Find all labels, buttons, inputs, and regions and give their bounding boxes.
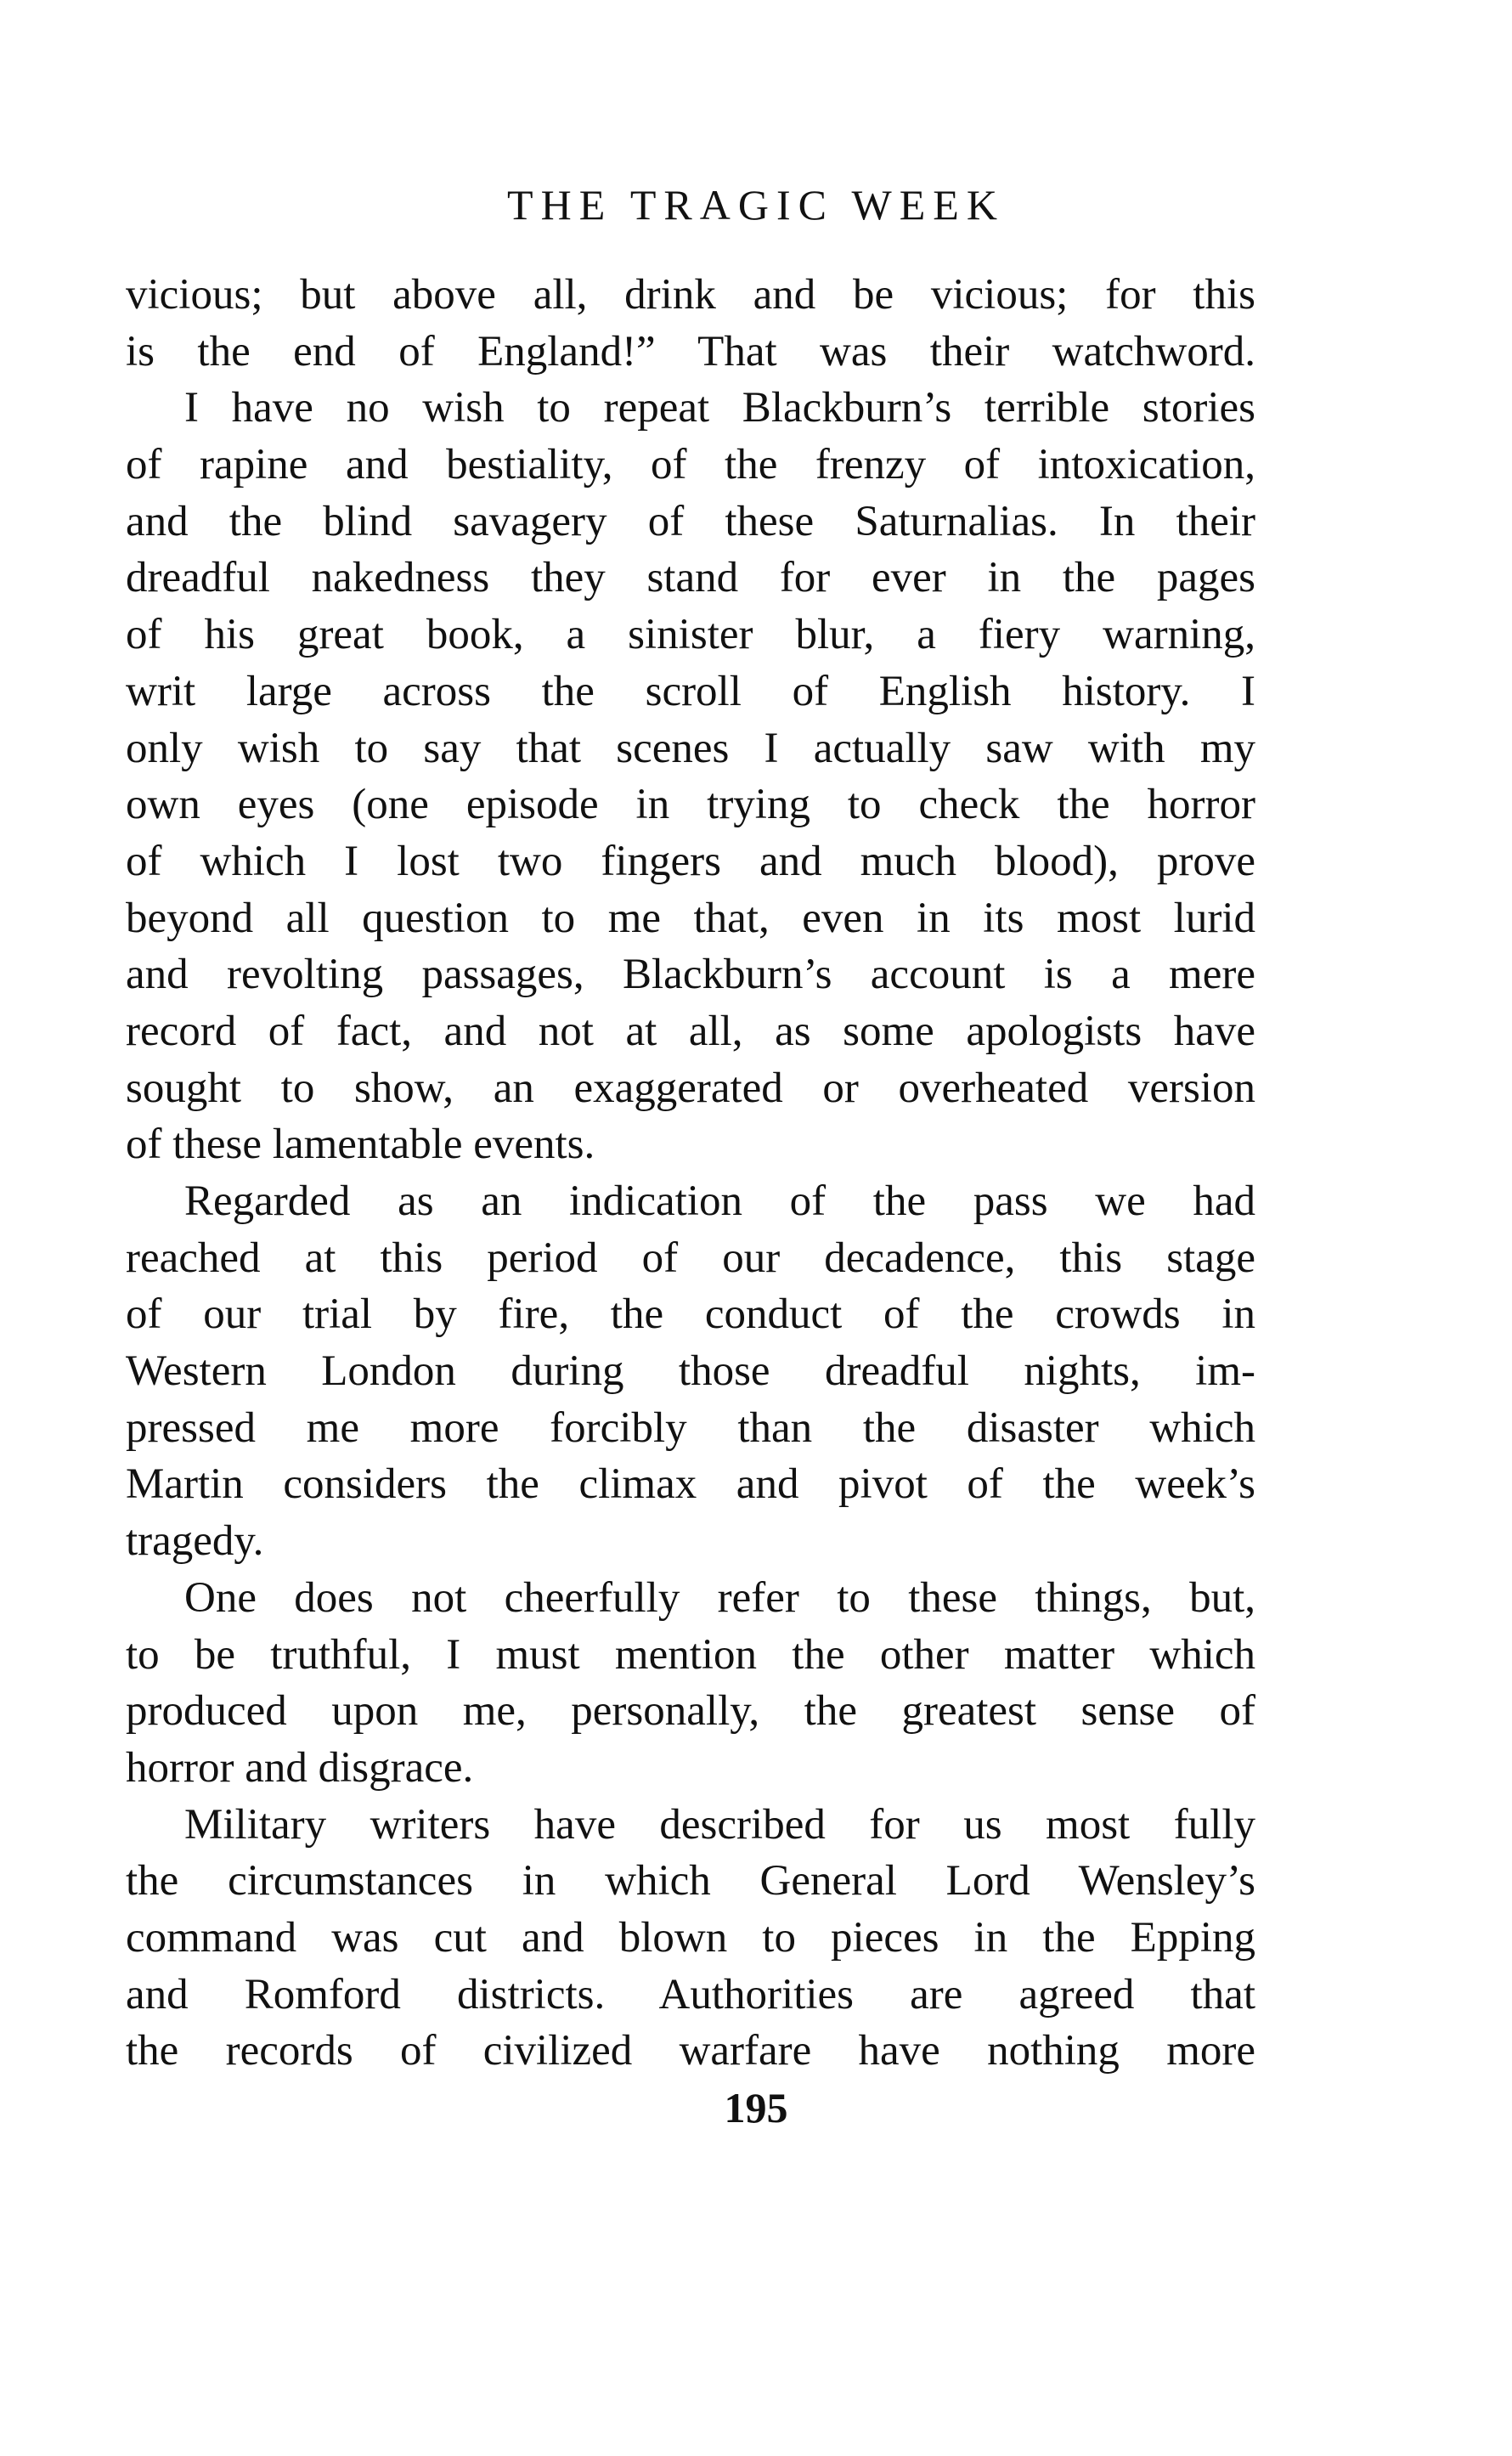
text-line: Regarded as an indication of the pass we had (184, 1177, 1255, 1225)
text-line: record of fact, and not at all, as some apologists have (126, 1007, 1255, 1055)
text-line: of his great book, a sinister blur, a fiery warning, (126, 611, 1255, 659)
text-line: the circumstances in which General Lord Wensley’s (126, 1857, 1255, 1906)
text-line: of these lamentable events. (126, 1121, 595, 1169)
text-line: I have no wish to repeat Blackburn’s terrible stories (184, 384, 1255, 432)
text-line: command was cut and blown to pieces in the Epping (126, 1913, 1255, 1962)
text-line: pressed me more forcibly than the disaster which (126, 1403, 1255, 1452)
text-line: horror and disgrace. (126, 1743, 474, 1792)
text-line: writ large across the scroll of English history. I (126, 667, 1255, 715)
text-line: reached at this period of our decadence, this stage (126, 1234, 1255, 1282)
text-line: tragedy. (126, 1517, 264, 1566)
text-line: dreadful nakedness they stand for ever in the pages (126, 554, 1255, 602)
running-head: THE TRAGIC WEEK (507, 181, 1005, 229)
text-line: vicious; but above all, drink and be vicious; for this (126, 271, 1255, 319)
text-line: own eyes (one episode in trying to check the horror (126, 781, 1255, 829)
text-line: of our trial by fire, the conduct of the crowds in (126, 1290, 1255, 1339)
text-line: is the end of England!” That was their watchword. (126, 327, 1255, 375)
text-line: produced upon me, personally, the greatest sense of (126, 1687, 1255, 1736)
text-line: and the blind savagery of these Saturnalias. In their (126, 497, 1255, 545)
text-line: and revolting passages, Blackburn’s account is a mere (126, 951, 1255, 999)
text-line: One does not cheerfully refer to these things, but, (184, 1573, 1255, 1622)
page-number: 195 (724, 2084, 788, 2131)
text-line: and Romford districts. Authorities are agreed that (126, 1970, 1255, 2018)
text-line: beyond all question to me that, even in its most lurid (126, 894, 1255, 942)
text-line: Military writers have described for us most fully (184, 1800, 1255, 1849)
text-line: the records of civilized warfare have nothing more (126, 2027, 1255, 2075)
body-text (126, 267, 1255, 2080)
text-line: only wish to say that scenes I actually saw with my (126, 724, 1255, 772)
text-line: of rapine and bestiality, of the frenzy of intoxication, (126, 441, 1255, 489)
text-line: Martin considers the climax and pivot of the week’s (126, 1460, 1255, 1509)
text-line: to be truthful, I must mention the other matter which (126, 1630, 1255, 1679)
text-line: of which I lost two fingers and much blood), prove (126, 837, 1255, 885)
text-line: Western London during those dreadful nights, im- (126, 1347, 1255, 1396)
text-line: sought to show, an exaggerated or overheated version (126, 1064, 1255, 1112)
